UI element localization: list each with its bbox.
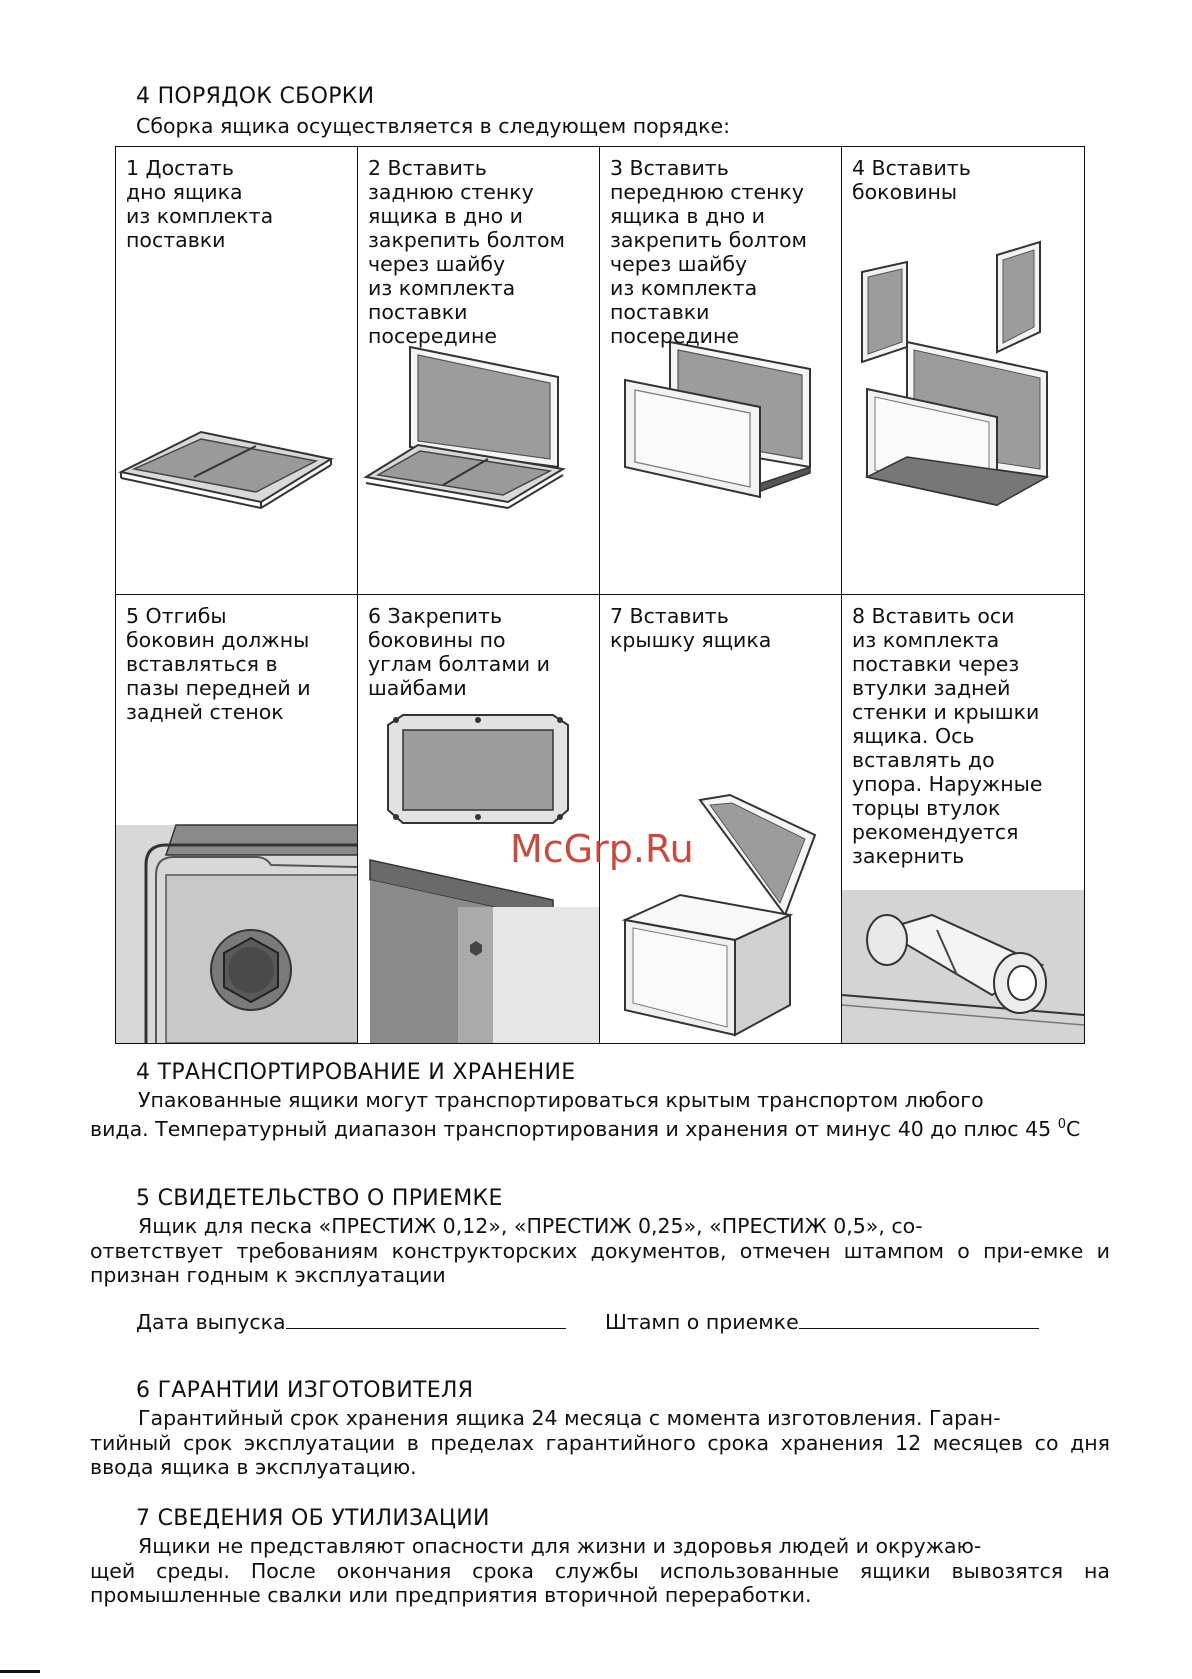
watermark: McGrp.Ru — [510, 827, 694, 871]
acceptance-heading: 5 СВИДЕТЕЛЬСТВО О ПРИЕМКЕ — [136, 1186, 503, 1211]
acceptance-text — [90, 1214, 1110, 1288]
warranty-text-rest: тийный срок эксплуатации в пределах гарантийного срока хранения 12 месяцев со дня ввода ящика в эксплуатацию. — [90, 1430, 1110, 1479]
step-cell-5 — [116, 595, 358, 1043]
transport-heading: 4 ТРАНСПОРТИРОВАНИЕ И ХРАНЕНИЕ — [136, 1060, 576, 1085]
step-cell-6 — [358, 595, 600, 1043]
acceptance-text-first: Ящик для песка «ПРЕСТИЖ 0,12», «ПРЕСТИЖ 0,25», «ПРЕСТИЖ 0,5», со- — [138, 1214, 923, 1238]
disposal-heading: 7 СВЕДЕНИЯ ОБ УТИЛИЗАЦИИ — [136, 1506, 490, 1531]
step-5-text: 5 Отгибы боковин должны вставляться в пазы передней и задней стенок — [126, 604, 311, 724]
release-date-line[interactable] — [286, 1310, 566, 1329]
assembly-intro: Сборка ящика осуществляется в следующем порядке: — [136, 114, 731, 138]
celsius-unit: С — [1065, 1116, 1081, 1141]
step-4-text: 4 Вставить боковины — [852, 156, 971, 204]
step-6-text: 6 Закрепить боковины по углам болтами и шайбами — [368, 604, 550, 700]
transport-text-first: Упакованные ящики могут транспортироваться крытым транспортом любого — [138, 1088, 984, 1112]
assembly-steps-table — [115, 146, 1085, 1044]
page-edge-mark — [0, 1670, 40, 1673]
transport-text — [90, 1088, 1110, 1141]
step-cell-4 — [842, 147, 1084, 595]
step-cell-1 — [116, 147, 358, 595]
disposal-text-rest: щей среды. После окончания срока службы использованные ящики вывозятся на промышленные свалки или предприятия вторичной переработки. — [90, 1558, 1110, 1607]
transport-text-rest: вида. Температурный диапазон транспортирования и хранения от минус 40 до плюс 45 — [90, 1116, 1052, 1141]
step-2-text: 2 Вставить заднюю стенку ящика в дно и закрепить болтом через шайбу из комплекта поставки посередине — [368, 156, 565, 348]
disposal-text — [90, 1534, 1110, 1608]
release-date-field — [136, 1310, 566, 1334]
step-1-text: 1 Достать дно ящика из комплекта поставки — [126, 156, 274, 252]
disposal-text-first: Ящики не представляют опасности для жизни и здоровья людей и окружаю- — [138, 1534, 982, 1558]
step-cell-2 — [358, 147, 600, 595]
step-cell-8 — [842, 595, 1084, 1043]
stamp-label: Штамп о приемке — [605, 1310, 799, 1334]
lid-illustration — [600, 595, 842, 1043]
step-7-text: 7 Вставить крышку ящика — [610, 604, 772, 652]
release-date-label: Дата выпуска — [136, 1310, 286, 1334]
step-cell-7 — [600, 595, 842, 1043]
stamp-line[interactable] — [799, 1310, 1039, 1329]
stamp-field — [605, 1310, 1039, 1334]
acceptance-text-rest: ответствует требованиям конструкторских документов, отмечен штампом о при-емке и признан годным к эксплуатации — [90, 1238, 1110, 1287]
step-cell-3 — [600, 147, 842, 595]
warranty-text-first: Гарантийный срок хранения ящика 24 месяца с момента изготовления. Гаран- — [138, 1406, 1001, 1430]
step-8-text: 8 Вставить оси из комплекта поставки через втулки задней стенки и крышки ящика. Ось вставлять до упора. Наружные торцы втулок рекомендуется закернить — [852, 604, 1043, 868]
warranty-heading: 6 ГАРАНТИИ ИЗГОТОВИТЕЛЯ — [136, 1378, 474, 1403]
side-panels-illustration — [842, 147, 1084, 595]
assembly-heading: 4 ПОРЯДОК СБОРКИ — [136, 84, 375, 109]
step-3-text: 3 Вставить переднюю стенку ящика в дно и закрепить болтом через шайбу из комплекта поставки посередине — [610, 156, 807, 348]
warranty-text — [90, 1406, 1110, 1480]
degree-sign: 0 — [1057, 1116, 1066, 1132]
